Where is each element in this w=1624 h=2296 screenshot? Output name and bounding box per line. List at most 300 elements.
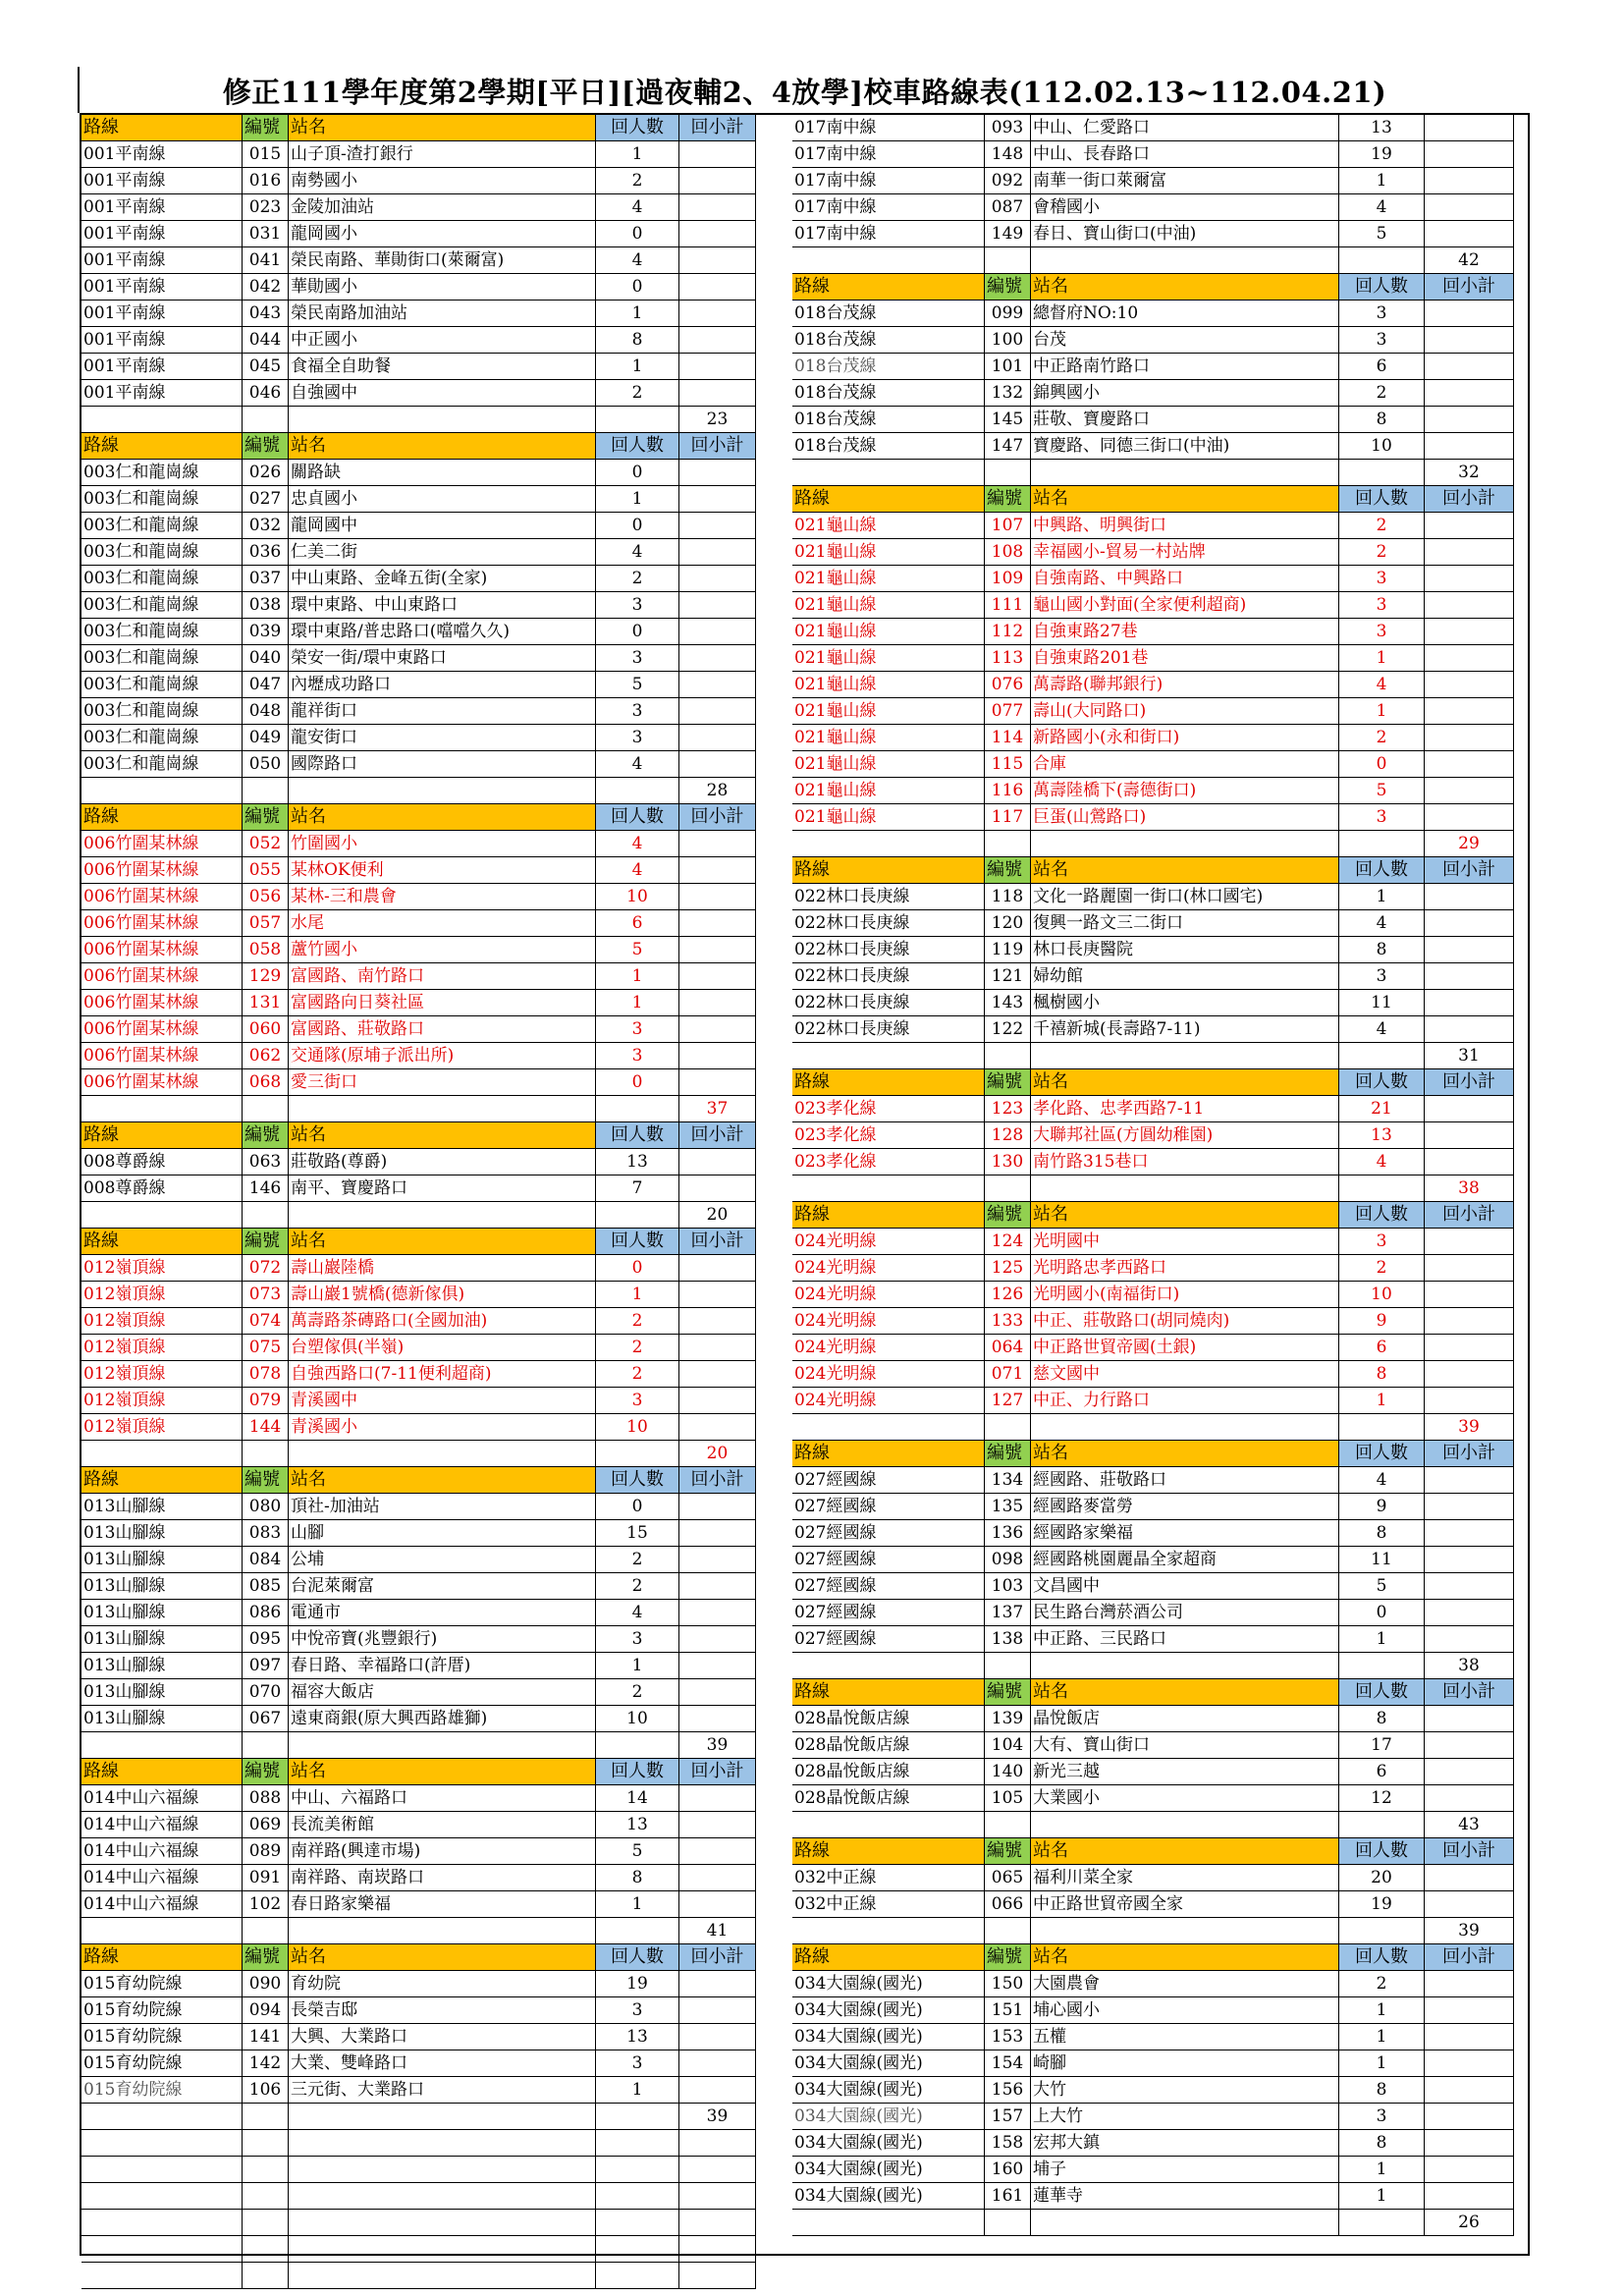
subtotal-value: 38 [1425,1175,1514,1202]
empty-cell [792,831,985,857]
route-cell: 006竹圍某林線 [81,910,243,937]
station-cell: 春日路家樂福 [289,1891,596,1918]
empty-cell [81,1441,243,1467]
code-cell: 112 [985,619,1031,645]
header-count: 回人數 [1339,486,1425,513]
empty-cell [792,1812,985,1838]
route-cell: 006竹圍某林線 [81,1016,243,1043]
header-code: 編號 [243,804,289,831]
code-cell: 103 [985,1573,1031,1600]
station-cell: 中正、力行路口 [1031,1388,1339,1414]
count-cell: 0 [596,1069,679,1096]
subtotal-cell [1425,751,1514,778]
code-cell: 090 [243,1971,289,1997]
empty-cell [1339,247,1425,274]
table-row [792,2050,1514,2077]
count-cell: 5 [596,672,679,698]
header-subtotal: 回小計 [679,804,756,831]
count-cell: 10 [1339,1282,1425,1308]
header-route: 路線 [792,486,985,513]
subtotal-row [81,1918,756,1944]
code-cell: 095 [243,1626,289,1653]
table-row [81,327,756,354]
code-cell: 161 [985,2183,1031,2210]
count-cell: 6 [596,910,679,937]
count-cell: 10 [596,1706,679,1732]
table-row [792,963,1514,990]
route-cell: 018台茂線 [792,407,985,433]
subtotal-cell [1425,115,1514,141]
subtotal-cell [679,910,756,937]
table-row [81,1308,756,1335]
subtotal-value: 43 [1425,1812,1514,1838]
empty-cell [81,1918,243,1944]
subtotal-cell [1425,910,1514,937]
count-cell: 3 [596,1388,679,1414]
subtotal-value: 39 [679,2104,756,2130]
subtotal-cell [679,1573,756,1600]
header-route: 路線 [81,115,243,141]
empty-cell [679,2263,756,2289]
count-cell: 2 [1339,725,1425,751]
code-cell: 141 [243,2024,289,2050]
subtotal-cell [679,698,756,725]
empty-cell [243,1441,289,1467]
table-header-row [792,1441,1514,1467]
route-cell: 001平南線 [81,327,243,354]
subtotal-row [792,460,1514,486]
count-cell: 17 [1339,1732,1425,1759]
table-row [81,1891,756,1918]
count-cell: 1 [596,2077,679,2104]
subtotal-cell [1425,1255,1514,1282]
code-cell: 118 [985,884,1031,910]
table-row [792,115,1514,141]
route-cell: 003仁和龍崗線 [81,566,243,592]
station-cell: 某林-三和農會 [289,884,596,910]
station-cell: 榮民南路加油站 [289,301,596,327]
table-row [81,963,756,990]
route-cell: 021龜山線 [792,778,985,804]
code-cell: 038 [243,592,289,619]
count-cell: 3 [596,1626,679,1653]
route-cell: 018台茂線 [792,327,985,354]
route-cell: 024光明線 [792,1335,985,1361]
station-cell: 莊敬、寶慶路口 [1031,407,1339,433]
empty-cell [596,2183,679,2210]
table-row [792,1282,1514,1308]
station-cell: 幸福國小-貿易一村站牌 [1031,539,1339,566]
header-station: 站名 [1031,1838,1339,1865]
route-cell: 012嶺頂線 [81,1255,243,1282]
empty-cell [243,2104,289,2130]
table-row [792,778,1514,804]
subtotal-cell [679,354,756,380]
route-cell: 034大園線(國光) [792,1971,985,1997]
table-row [792,1785,1514,1812]
empty-cell [289,2130,596,2157]
route-cell: 014中山六福線 [81,1812,243,1838]
table-row [792,1759,1514,1785]
station-cell: 育幼院 [289,1971,596,1997]
count-cell: 3 [1339,619,1425,645]
subtotal-cell [679,1679,756,1706]
code-cell: 115 [985,751,1031,778]
code-cell: 066 [985,1891,1031,1918]
header-station: 站名 [1031,1679,1339,1706]
table-row [81,460,756,486]
station-cell: 經國路麥當勞 [1031,1494,1339,1520]
count-cell: 6 [1339,354,1425,380]
code-cell: 084 [243,1547,289,1573]
route-cell: 003仁和龍崗線 [81,645,243,672]
route-cell: 001平南線 [81,194,243,221]
empty-cell [985,1653,1031,1679]
code-cell: 119 [985,937,1031,963]
header-route: 路線 [792,1679,985,1706]
code-cell: 109 [985,566,1031,592]
subtotal-value: 26 [1425,2210,1514,2236]
header-subtotal: 回小計 [1425,274,1514,301]
subtotal-row [81,1202,756,1229]
code-cell: 085 [243,1573,289,1600]
empty-cell [679,2130,756,2157]
code-cell: 049 [243,725,289,751]
table-row [81,672,756,698]
station-cell: 長流美術館 [289,1812,596,1838]
table-row [792,2104,1514,2130]
station-cell: 復興一路文三二街口 [1031,910,1339,937]
code-cell: 063 [243,1149,289,1175]
table-row [81,592,756,619]
empty-cell [289,2263,596,2289]
empty-cell [679,2210,756,2236]
route-cell: 024光明線 [792,1229,985,1255]
route-cell: 034大園線(國光) [792,2183,985,2210]
table-row [792,1520,1514,1547]
subtotal-row [792,831,1514,857]
subtotal-value: 20 [679,1202,756,1229]
header-subtotal: 回小計 [679,433,756,460]
header-route: 路線 [81,1467,243,1494]
code-cell: 160 [985,2157,1031,2183]
subtotal-cell [679,1653,756,1679]
empty-cell [596,1202,679,1229]
header-station: 站名 [289,1229,596,1255]
subtotal-cell [679,884,756,910]
station-cell: 龍安街口 [289,725,596,751]
count-cell: 0 [1339,751,1425,778]
count-cell: 5 [1339,221,1425,247]
subtotal-cell [679,1706,756,1732]
count-cell: 4 [1339,1016,1425,1043]
station-cell: 巨蛋(山鶯路口) [1031,804,1339,831]
count-cell: 13 [596,1812,679,1838]
subtotal-cell [679,1626,756,1653]
route-cell: 017南中線 [792,141,985,168]
empty-cell [985,247,1031,274]
code-cell: 067 [243,1706,289,1732]
table-row [81,1016,756,1043]
subtotal-cell [1425,1308,1514,1335]
table-row [792,1308,1514,1335]
header-subtotal: 回小計 [1425,1069,1514,1096]
table-header-row [792,1069,1514,1096]
code-cell: 050 [243,751,289,778]
empty-cell [1031,460,1339,486]
station-cell: 文化一路麗園一街口(林口國宅) [1031,884,1339,910]
code-cell: 101 [985,354,1031,380]
table-header-row [792,1944,1514,1971]
station-cell: 民生路台灣菸酒公司 [1031,1600,1339,1626]
route-cell: 013山腳線 [81,1706,243,1732]
header-subtotal: 回小計 [1425,486,1514,513]
code-cell: 107 [985,513,1031,539]
empty-cell [1031,247,1339,274]
subtotal-cell [1425,433,1514,460]
empty-cell [243,2210,289,2236]
subtotal-value: 37 [679,1096,756,1122]
count-cell: 2 [1339,1971,1425,1997]
route-cell: 003仁和龍崗線 [81,725,243,751]
count-cell: 1 [596,1282,679,1308]
subtotal-cell [1425,672,1514,698]
station-cell: 自強國中 [289,380,596,407]
table-row [792,672,1514,698]
station-cell: 環中東路/普忠路口(噹噹久久) [289,619,596,645]
table-row [81,1626,756,1653]
route-cell: 006竹圍某林線 [81,937,243,963]
route-cell: 034大園線(國光) [792,2130,985,2157]
count-cell: 5 [1339,1573,1425,1600]
count-cell: 14 [596,1785,679,1812]
route-cell: 013山腳線 [81,1547,243,1573]
route-cell: 021龜山線 [792,804,985,831]
empty-cell [1031,1043,1339,1069]
subtotal-cell [1425,327,1514,354]
code-cell: 104 [985,1732,1031,1759]
subtotal-value: 39 [1425,1918,1514,1944]
station-cell: 榮安一街/環中東路口 [289,645,596,672]
subtotal-cell [679,1069,756,1096]
code-cell: 057 [243,910,289,937]
code-cell: 023 [243,194,289,221]
subtotal-row [792,1043,1514,1069]
header-route: 路線 [81,804,243,831]
table-row [792,2183,1514,2210]
subtotal-cell [679,857,756,884]
table-row [792,1600,1514,1626]
count-cell: 1 [1339,2183,1425,2210]
count-cell: 3 [596,592,679,619]
table-row [81,274,756,301]
code-cell: 073 [243,1282,289,1308]
subtotal-cell [679,725,756,751]
route-cell: 021龜山線 [792,566,985,592]
code-cell: 027 [243,486,289,513]
subtotal-cell [679,1520,756,1547]
empty-cell [289,407,596,433]
code-cell: 044 [243,327,289,354]
header-count: 回人數 [1339,1069,1425,1096]
header-station: 站名 [289,115,596,141]
code-cell: 111 [985,592,1031,619]
station-cell: 中山東路、金峰五街(全家) [289,566,596,592]
code-cell: 071 [985,1361,1031,1388]
station-cell: 南華一街口萊爾富 [1031,168,1339,194]
count-cell: 2 [596,168,679,194]
empty-cell [792,247,985,274]
station-cell: 經國路、莊敬路口 [1031,1467,1339,1494]
header-route: 路線 [792,857,985,884]
station-cell: 中正路世貿帝國全家 [1031,1891,1339,1918]
table-header-row [81,1467,756,1494]
subtotal-cell [1425,221,1514,247]
station-cell: 富國路向日葵社區 [289,990,596,1016]
subtotal-cell [679,1308,756,1335]
header-station: 站名 [1031,1069,1339,1096]
station-cell: 水尾 [289,910,596,937]
empty-cell [1339,1653,1425,1679]
station-cell: 國際路口 [289,751,596,778]
count-cell: 0 [596,221,679,247]
route-cell: 034大園線(國光) [792,2024,985,2050]
code-cell: 075 [243,1335,289,1361]
route-cell: 003仁和龍崗線 [81,486,243,513]
route-cell: 027經國線 [792,1494,985,1520]
subtotal-cell [1425,566,1514,592]
route-cell: 013山腳線 [81,1626,243,1653]
station-cell: 五權 [1031,2024,1339,2050]
route-cell: 028晶悅飯店線 [792,1706,985,1732]
table-row [81,751,756,778]
table-row [792,141,1514,168]
route-cell: 017南中線 [792,115,985,141]
subtotal-cell [1425,592,1514,619]
table-row [81,1414,756,1441]
count-cell: 12 [1339,1785,1425,1812]
subtotal-cell [679,831,756,857]
route-cell: 015育幼院線 [81,2077,243,2104]
route-cell: 022林口長庚線 [792,990,985,1016]
route-cell: 027經國線 [792,1467,985,1494]
station-cell: 會稽國小 [1031,194,1339,221]
route-cell: 022林口長庚線 [792,884,985,910]
table-row [792,1706,1514,1732]
station-cell: 大業、雙峰路口 [289,2050,596,2077]
table-header-row [792,1838,1514,1865]
empty-cell [792,2210,985,2236]
header-route: 路線 [81,1944,243,1971]
count-cell: 8 [1339,407,1425,433]
table-header-row [81,1944,756,1971]
subtotal-cell [1425,354,1514,380]
subtotal-cell [679,460,756,486]
station-cell: 埔心國小 [1031,1997,1339,2024]
subtotal-cell [679,2024,756,2050]
subtotal-cell [1425,963,1514,990]
empty-cell [81,1202,243,1229]
header-station: 站名 [289,804,596,831]
table-row [792,725,1514,751]
count-cell: 3 [596,725,679,751]
header-route: 路線 [792,274,985,301]
count-cell: 2 [1339,380,1425,407]
empty-cell [596,1732,679,1759]
route-cell: 018台茂線 [792,433,985,460]
route-cell: 001平南線 [81,380,243,407]
subtotal-row [81,407,756,433]
route-cell: 021龜山線 [792,645,985,672]
subtotal-cell [679,1997,756,2024]
code-cell: 121 [985,963,1031,990]
left-route-column [81,115,792,2254]
code-cell: 127 [985,1388,1031,1414]
station-cell: 光明路忠孝西路口 [1031,1255,1339,1282]
header-station: 站名 [1031,486,1339,513]
count-cell: 8 [1339,937,1425,963]
subtotal-cell [679,274,756,301]
code-cell: 047 [243,672,289,698]
station-cell: 忠貞國小 [289,486,596,513]
count-cell: 1 [596,141,679,168]
empty-cell [243,1732,289,1759]
header-count: 回人數 [596,804,679,831]
code-cell: 113 [985,645,1031,672]
table-row [792,407,1514,433]
count-cell: 3 [1339,327,1425,354]
route-cell: 018台茂線 [792,380,985,407]
route-cell: 034大園線(國光) [792,2157,985,2183]
table-row [81,1865,756,1891]
subtotal-cell [679,513,756,539]
blank-row [81,2210,756,2236]
route-cell: 014中山六福線 [81,1865,243,1891]
subtotal-cell [1425,1759,1514,1785]
code-cell: 077 [985,698,1031,725]
subtotal-row [81,1096,756,1122]
station-cell: 台泥萊爾富 [289,1573,596,1600]
header-code: 編號 [985,1441,1031,1467]
count-cell: 10 [1339,433,1425,460]
route-cell: 024光明線 [792,1282,985,1308]
code-cell: 134 [985,1467,1031,1494]
empty-cell [596,1918,679,1944]
table-row [81,1361,756,1388]
table-row [81,1520,756,1547]
header-count: 回人數 [1339,1441,1425,1467]
count-cell: 3 [1339,1229,1425,1255]
header-count: 回人數 [596,1122,679,1149]
subtotal-cell [1425,884,1514,910]
count-cell: 1 [596,354,679,380]
empty-cell [596,2157,679,2183]
station-cell: 龍岡國中 [289,513,596,539]
route-cell: 012嶺頂線 [81,1388,243,1414]
station-cell: 中山、六福路口 [289,1785,596,1812]
table-row [81,301,756,327]
count-cell: 9 [1339,1494,1425,1520]
count-cell: 1 [1339,1626,1425,1653]
table-row [792,2077,1514,2104]
header-code: 編號 [243,1467,289,1494]
code-cell: 072 [243,1255,289,1282]
station-cell: 內壢成功路口 [289,672,596,698]
count-cell: 1 [1339,645,1425,672]
empty-cell [596,2130,679,2157]
empty-cell [289,2104,596,2130]
empty-cell [1031,2210,1339,2236]
